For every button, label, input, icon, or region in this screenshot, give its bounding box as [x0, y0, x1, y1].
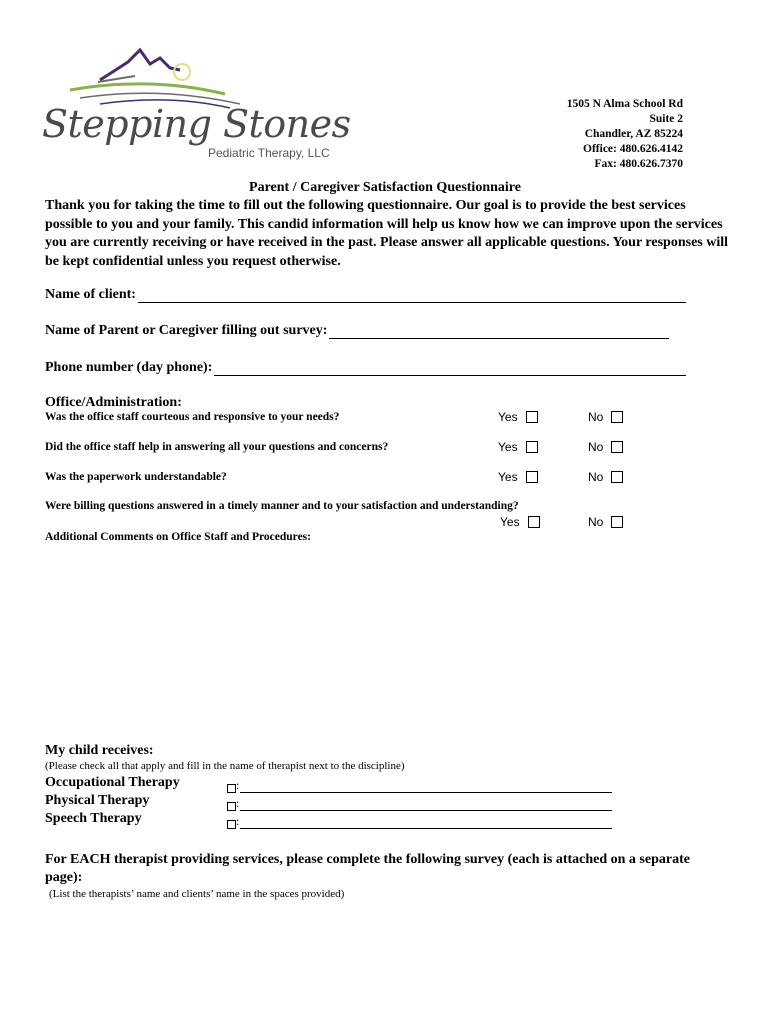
intro-paragraph: Thank you for taking the time to fill out the following questionnaire. Our goal is to provide the best services possible to you and your family. This candid information will help us know how we can improve upon the services you are currently receiving or have received in the past. Please answer all applicable questions. Your responses will be kept confidential unless you request otherwise.	[45, 198, 729, 269]
yes-label: Yes	[498, 410, 518, 424]
phone-field	[45, 360, 686, 376]
therapist-name-line[interactable]	[240, 816, 612, 829]
q4-yes-option[interactable]	[500, 515, 540, 529]
physical-therapist-entry[interactable]: :	[227, 796, 612, 811]
office-question-3: Was the paperwork understandable?	[45, 471, 227, 483]
logo-name: Stepping Stones	[42, 102, 351, 146]
q3-no-option[interactable]	[588, 470, 623, 484]
child-section-heading: My child receives:	[45, 743, 154, 758]
phone-label: Phone number (day phone):	[45, 360, 213, 375]
address-block	[567, 97, 683, 172]
q1-yes-option[interactable]	[498, 410, 538, 424]
occupational-therapist-entry[interactable]: :	[227, 778, 612, 793]
survey-instruction: For EACH therapist providing services, please complete the following survey (each is attached on a separate page):	[45, 852, 690, 885]
yes-label: Yes	[498, 440, 518, 454]
address-office-phone: Office: 480.626.4142	[583, 143, 683, 155]
checkbox-icon[interactable]	[227, 784, 236, 793]
checkbox-icon[interactable]	[526, 441, 538, 453]
parent-name-input-line[interactable]	[329, 324, 669, 339]
comments-area[interactable]	[45, 550, 725, 730]
parent-name-field	[45, 323, 669, 339]
office-section-heading: Office/Administration:	[45, 395, 182, 410]
q1-no-option[interactable]	[588, 410, 623, 424]
checkbox-icon[interactable]	[227, 820, 236, 829]
client-name-field	[45, 287, 686, 303]
survey-instruction-note: (List the therapists’ name and clients’ name in the spaces provided)	[49, 888, 345, 900]
checkbox-icon[interactable]	[611, 411, 623, 423]
checkbox-icon[interactable]	[611, 516, 623, 528]
yes-label: Yes	[498, 470, 518, 484]
checkbox-icon[interactable]	[227, 802, 236, 811]
q2-no-option[interactable]	[588, 440, 623, 454]
therapist-name-line[interactable]	[240, 780, 612, 793]
address-suite: Suite 2	[649, 113, 683, 125]
yes-label: Yes	[500, 515, 520, 529]
office-question-4: Were billing questions answered in a timely manner and to your satisfaction and understanding?	[45, 500, 519, 512]
client-name-input-line[interactable]	[138, 288, 686, 303]
address-city: Chandler, AZ 85224	[584, 128, 683, 140]
office-question-1: Was the office staff courteous and responsive to your needs?	[45, 411, 340, 423]
discipline-speech: Speech Therapy	[45, 811, 142, 826]
no-label: No	[588, 515, 604, 529]
company-logo	[40, 42, 360, 172]
checkbox-icon[interactable]	[528, 516, 540, 528]
checkbox-icon[interactable]	[611, 441, 623, 453]
speech-therapist-entry[interactable]: :	[227, 814, 612, 829]
q2-yes-option[interactable]	[498, 440, 538, 454]
no-label: No	[588, 470, 604, 484]
logo-tagline: Pediatric Therapy, LLC	[208, 146, 330, 160]
q3-yes-option[interactable]	[498, 470, 538, 484]
comments-label: Additional Comments on Office Staff and Procedures:	[45, 531, 311, 543]
q4-no-option[interactable]	[588, 515, 623, 529]
discipline-occupational: Occupational Therapy	[45, 775, 180, 790]
checkbox-icon[interactable]	[526, 411, 538, 423]
no-label: No	[588, 440, 604, 454]
address-street: 1505 N Alma School Rd	[566, 98, 683, 110]
office-question-2: Did the office staff help in answering all your questions and concerns?	[45, 441, 389, 453]
parent-name-label: Name of Parent or Caregiver filling out survey:	[45, 323, 328, 338]
child-section-note: (Please check all that apply and fill in the name of therapist next to the discipline)	[45, 760, 405, 772]
address-fax: Fax: 480.626.7370	[594, 158, 683, 170]
discipline-physical: Physical Therapy	[45, 793, 150, 808]
client-name-label: Name of client:	[45, 287, 136, 302]
page-title: Parent / Caregiver Satisfaction Questionnaire	[249, 180, 521, 195]
therapist-name-line[interactable]	[240, 798, 612, 811]
checkbox-icon[interactable]	[526, 471, 538, 483]
no-label: No	[588, 410, 604, 424]
checkbox-icon[interactable]	[611, 471, 623, 483]
phone-input-line[interactable]	[214, 361, 686, 376]
